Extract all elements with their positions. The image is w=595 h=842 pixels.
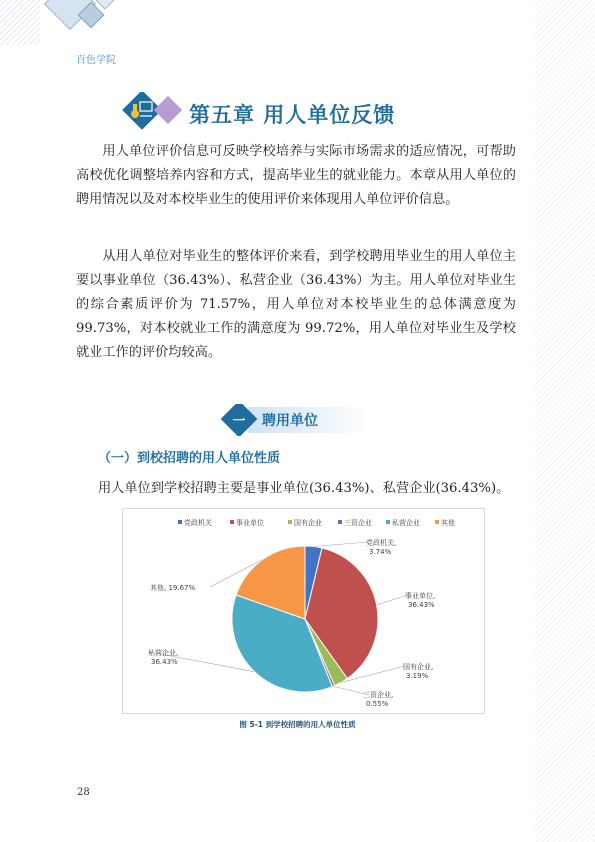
body-paragraph-2: 从用人单位对毕业生的整体评价来看，到学校聘用毕业生的用人单位主要以事业单位（36.43%）、私营企业（36.43%）为主。用人单位对毕业生的综合素质评价为 71.57%，用人单位对本校毕业生的总体满意度为 99.73%，对本校就业工作的满意度为 99.72%，用人单位对毕业生及学校就业工作的评价均较高。: [76, 249, 516, 360]
legend-label: 国有企业: [294, 519, 322, 527]
legend-swatch: [178, 520, 182, 524]
legend-swatch: [230, 520, 234, 524]
slice-label-value: 36.43%: [151, 658, 178, 666]
pie-chart: [122, 508, 485, 714]
chapter-badge-icon: [120, 92, 190, 132]
body-paragraph-1: 用人单位评价信息可反映学校培养与实际市场需求的适应情况，可帮助高校优化调整培养内容和方式，提高毕业生的就业能力。本章从用人单位的聘用情况以及对本校毕业生的使用评价来体现用人单位评价信息。: [76, 144, 516, 207]
corner-decoration: [0, 0, 150, 50]
section-number: 一: [232, 414, 246, 429]
slice-label-name: 三资企业,: [363, 691, 394, 699]
legend-label: 党政机关: [184, 519, 212, 527]
page-number: 28: [77, 787, 90, 798]
leader-line: [377, 595, 407, 605]
slice-label-value: 3.19%: [406, 672, 429, 680]
legend-swatch: [288, 520, 292, 524]
school-name: 百色学院: [76, 55, 116, 66]
slice-label-name: 国有企业,: [403, 663, 434, 671]
slice-label-name: 事业单位,: [405, 592, 436, 600]
slice-label-value: 3.74%: [369, 548, 392, 556]
slice-label-value: 36.43%: [408, 601, 435, 609]
pie-chart-svg: [123, 509, 484, 713]
legend-swatch: [338, 520, 342, 524]
side-stripe-decoration: [535, 0, 595, 842]
slice-label: 其他, 19.67%: [150, 584, 196, 592]
body-line: 用人单位到学校招聘主要是事业单位(36.43%)、私营企业(36.43%)。: [98, 481, 510, 496]
legend-label: 三资企业: [344, 519, 372, 527]
leader-line: [333, 686, 365, 694]
subsection-title: （一）到校招聘的用人单位性质: [98, 451, 281, 466]
leader-line: [314, 542, 368, 547]
slice-label-value: 0.55%: [366, 700, 389, 708]
legend-label: 其他: [441, 519, 455, 527]
slice-label-name: 私营企业,: [148, 649, 179, 657]
chapter-title: 第五章 用人单位反馈: [189, 103, 396, 127]
section-title: 聘用单位: [262, 413, 318, 429]
legend-swatch: [435, 520, 439, 524]
legend-label: 私营企业: [392, 519, 420, 527]
legend-swatch: [386, 520, 390, 524]
figure-caption: 图 5-1 到学校招聘的用人单位性质: [239, 720, 356, 729]
legend-label: 事业单位: [236, 519, 264, 527]
slice-label-name: 党政机关,: [366, 539, 397, 547]
